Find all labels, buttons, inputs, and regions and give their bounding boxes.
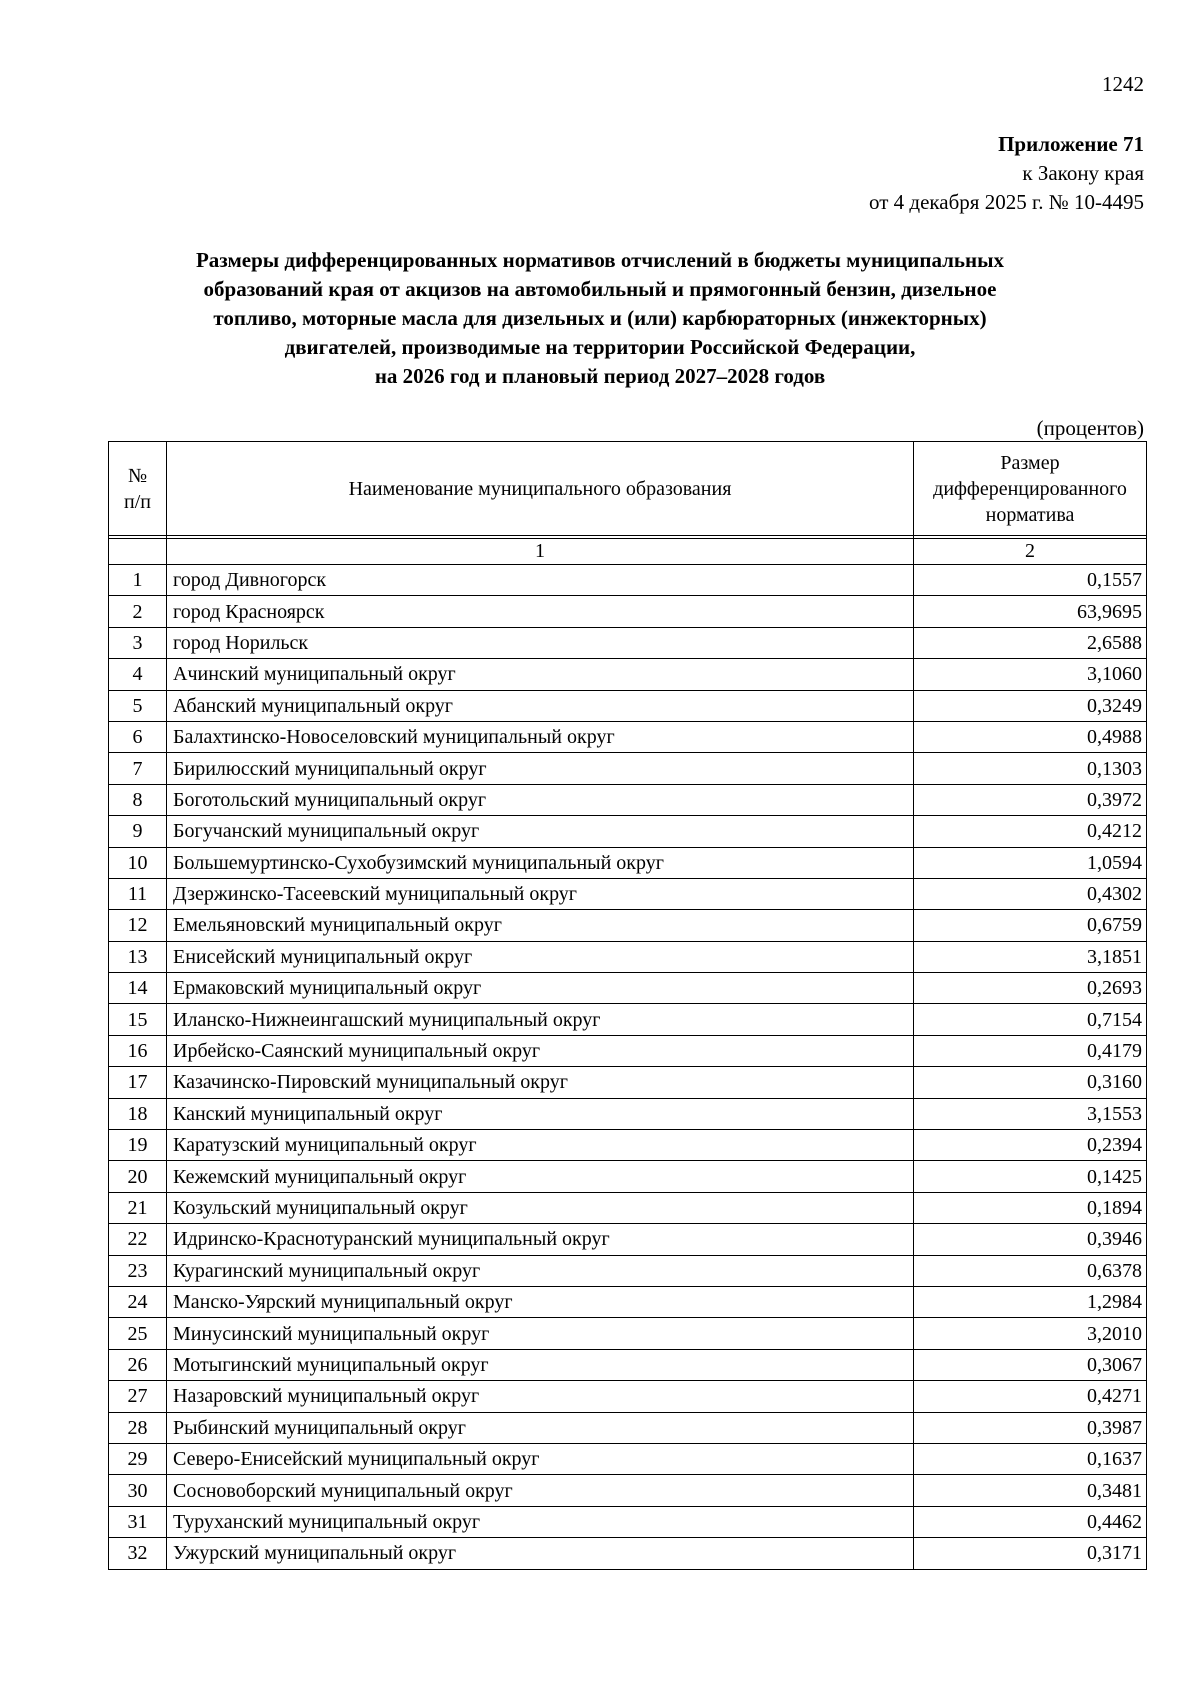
header-value-line: Размер [1000, 451, 1060, 474]
row-municipality-name: Козульский муниципальный округ [167, 1192, 914, 1223]
row-municipality-name: город Красноярск [167, 596, 914, 627]
table-row [109, 1161, 1147, 1192]
row-municipality-name: Туруханский муниципальный округ [167, 1506, 914, 1537]
table-row [109, 784, 1147, 815]
table-body [109, 565, 1147, 1570]
row-municipality-name: Северо-Енисейский муниципальный округ [167, 1443, 914, 1474]
table-row [109, 1506, 1147, 1537]
row-number: 15 [109, 1004, 167, 1035]
table-row [109, 753, 1147, 784]
row-municipality-name: Бирилюсский муниципальный округ [167, 753, 914, 784]
row-norm-value: 0,6759 [914, 910, 1147, 941]
row-number: 16 [109, 1035, 167, 1066]
title-line: Размеры дифференцированных нормативов отчислений в бюджеты муниципальных [195, 248, 1005, 272]
row-norm-value: 0,6378 [914, 1255, 1147, 1286]
table-row [109, 1098, 1147, 1129]
row-municipality-name: Минусинский муниципальный округ [167, 1318, 914, 1349]
row-number: 12 [109, 910, 167, 941]
row-municipality-name: Мотыгинский муниципальный округ [167, 1349, 914, 1380]
table-row [109, 1004, 1147, 1035]
row-number: 29 [109, 1443, 167, 1474]
appendix-law-reference: к Закону края [1022, 161, 1144, 185]
row-municipality-name: Ермаковский муниципальный округ [167, 973, 914, 1004]
norms-table [108, 441, 1147, 1570]
column-number-2: 2 [914, 539, 1147, 565]
row-number: 21 [109, 1192, 167, 1223]
row-norm-value: 0,2394 [914, 1130, 1147, 1161]
row-number: 14 [109, 973, 167, 1004]
table-header-row [109, 442, 1147, 536]
appendix-law-date: от 4 декабря 2025 г. № 10-4495 [869, 190, 1144, 214]
appendix-block [869, 130, 1144, 217]
row-municipality-name: Дзержинско-Тасеевский муниципальный округ [167, 878, 914, 909]
row-norm-value: 3,1851 [914, 941, 1147, 972]
table-row [109, 596, 1147, 627]
appendix-title: Приложение 71 [998, 132, 1144, 156]
row-norm-value: 1,2984 [914, 1286, 1147, 1317]
table-row [109, 1475, 1147, 1506]
row-norm-value: 0,4271 [914, 1381, 1147, 1412]
row-number: 28 [109, 1412, 167, 1443]
header-number [109, 442, 167, 536]
row-number: 30 [109, 1475, 167, 1506]
row-municipality-name: город Норильск [167, 627, 914, 658]
row-number: 20 [109, 1161, 167, 1192]
row-number: 7 [109, 753, 167, 784]
row-number: 4 [109, 659, 167, 690]
header-number-sign: № [127, 464, 148, 487]
table-row [109, 1067, 1147, 1098]
row-number: 25 [109, 1318, 167, 1349]
table-row [109, 1255, 1147, 1286]
row-norm-value: 0,1557 [914, 565, 1147, 596]
row-norm-value: 2,6588 [914, 627, 1147, 658]
row-number: 22 [109, 1224, 167, 1255]
row-norm-value: 0,3160 [914, 1067, 1147, 1098]
row-municipality-name: Казачинско-Пировский муниципальный округ [167, 1067, 914, 1098]
row-number: 18 [109, 1098, 167, 1129]
row-number: 3 [109, 627, 167, 658]
table-row [109, 847, 1147, 878]
row-norm-value: 0,4212 [914, 816, 1147, 847]
table-row [109, 1130, 1147, 1161]
row-number: 2 [109, 596, 167, 627]
row-municipality-name: Богучанский муниципальный округ [167, 816, 914, 847]
row-number: 27 [109, 1381, 167, 1412]
row-municipality-name: Енисейский муниципальный округ [167, 941, 914, 972]
row-municipality-name: Каратузский муниципальный округ [167, 1130, 914, 1161]
header-value [914, 442, 1147, 536]
row-number: 19 [109, 1130, 167, 1161]
table-row [109, 1035, 1147, 1066]
row-norm-value: 0,3972 [914, 784, 1147, 815]
row-municipality-name: Сосновоборский муниципальный округ [167, 1475, 914, 1506]
table-row [109, 1381, 1147, 1412]
row-norm-value: 0,4988 [914, 721, 1147, 752]
title-line: на 2026 год и плановый период 2027–2028 годов [374, 364, 826, 388]
row-norm-value: 0,4179 [914, 1035, 1147, 1066]
table-row [109, 721, 1147, 752]
row-norm-value: 1,0594 [914, 847, 1147, 878]
row-municipality-name: Боготольский муниципальный округ [167, 784, 914, 815]
row-number: 10 [109, 847, 167, 878]
title-line: топливо, моторные масла для дизельных и (или) карбюраторных (инжекторных) [213, 306, 987, 330]
row-number: 11 [109, 878, 167, 909]
column-number-1: 1 [167, 539, 914, 565]
table-row [109, 1443, 1147, 1474]
row-norm-value: 0,2693 [914, 973, 1147, 1004]
header-number-abbr: п/п [124, 490, 151, 513]
row-municipality-name: Канский муниципальный округ [167, 1098, 914, 1129]
row-number: 6 [109, 721, 167, 752]
table-row [109, 816, 1147, 847]
row-norm-value: 0,3987 [914, 1412, 1147, 1443]
table-row [109, 627, 1147, 658]
document-title [100, 246, 1100, 391]
table-row [109, 1192, 1147, 1223]
row-norm-value: 0,4462 [914, 1506, 1147, 1537]
row-number: 13 [109, 941, 167, 972]
page-number: 1242 [1102, 72, 1144, 96]
column-number-row [109, 539, 1147, 565]
row-norm-value: 0,3946 [914, 1224, 1147, 1255]
row-norm-value: 0,3481 [914, 1475, 1147, 1506]
row-municipality-name: Ачинский муниципальный округ [167, 659, 914, 690]
row-municipality-name: Емельяновский муниципальный округ [167, 910, 914, 941]
row-number: 5 [109, 690, 167, 721]
row-number: 9 [109, 816, 167, 847]
units-label: (процентов) [1036, 416, 1144, 440]
title-line: образований края от акцизов на автомобильный и прямогонный бензин, дизельное [203, 277, 997, 301]
row-norm-value: 0,3249 [914, 690, 1147, 721]
row-norm-value: 3,1553 [914, 1098, 1147, 1129]
row-number: 23 [109, 1255, 167, 1286]
row-number: 24 [109, 1286, 167, 1317]
row-municipality-name: Балахтинско-Новоселовский муниципальный округ [167, 721, 914, 752]
row-municipality-name: Идринско-Краснотуранский муниципальный округ [167, 1224, 914, 1255]
row-norm-value: 0,3171 [914, 1538, 1147, 1569]
row-municipality-name: Манско-Уярский муниципальный округ [167, 1286, 914, 1317]
row-norm-value: 0,7154 [914, 1004, 1147, 1035]
row-municipality-name: Курагинский муниципальный округ [167, 1255, 914, 1286]
row-number: 26 [109, 1349, 167, 1380]
row-municipality-name: город Дивногорск [167, 565, 914, 596]
row-norm-value: 0,1425 [914, 1161, 1147, 1192]
table-row [109, 1412, 1147, 1443]
header-name: Наименование муниципального образования [167, 442, 914, 536]
table-row [109, 1349, 1147, 1380]
row-number: 17 [109, 1067, 167, 1098]
table-row [109, 659, 1147, 690]
row-municipality-name: Назаровский муниципальный округ [167, 1381, 914, 1412]
row-municipality-name: Абанский муниципальный округ [167, 690, 914, 721]
column-number-empty [109, 539, 167, 565]
row-norm-value: 63,9695 [914, 596, 1147, 627]
row-municipality-name: Ужурский муниципальный округ [167, 1538, 914, 1569]
title-line: двигателей, производимые на территории Российской Федерации, [284, 335, 916, 359]
table-row [109, 941, 1147, 972]
row-number: 31 [109, 1506, 167, 1537]
table-row [109, 878, 1147, 909]
row-norm-value: 0,1894 [914, 1192, 1147, 1223]
table-row [109, 1286, 1147, 1317]
table-row [109, 910, 1147, 941]
row-municipality-name: Рыбинский муниципальный округ [167, 1412, 914, 1443]
row-norm-value: 0,1303 [914, 753, 1147, 784]
row-municipality-name: Ирбейско-Саянский муниципальный округ [167, 1035, 914, 1066]
table-row [109, 973, 1147, 1004]
table-row [109, 1224, 1147, 1255]
table-row [109, 565, 1147, 596]
table-row [109, 1538, 1147, 1569]
table-row [109, 690, 1147, 721]
row-norm-value: 0,3067 [914, 1349, 1147, 1380]
row-norm-value: 3,2010 [914, 1318, 1147, 1349]
row-municipality-name: Большемуртинско-Сухобузимский муниципальный округ [167, 847, 914, 878]
row-municipality-name: Кежемский муниципальный округ [167, 1161, 914, 1192]
row-number: 32 [109, 1538, 167, 1569]
row-norm-value: 0,4302 [914, 878, 1147, 909]
row-norm-value: 3,1060 [914, 659, 1147, 690]
row-norm-value: 0,1637 [914, 1443, 1147, 1474]
row-number: 1 [109, 565, 167, 596]
row-municipality-name: Иланско-Нижнеингашский муниципальный округ [167, 1004, 914, 1035]
table-row [109, 1318, 1147, 1349]
header-value-line: норматива [985, 503, 1075, 526]
header-value-line: дифференцированного [933, 477, 1127, 500]
row-number: 8 [109, 784, 167, 815]
